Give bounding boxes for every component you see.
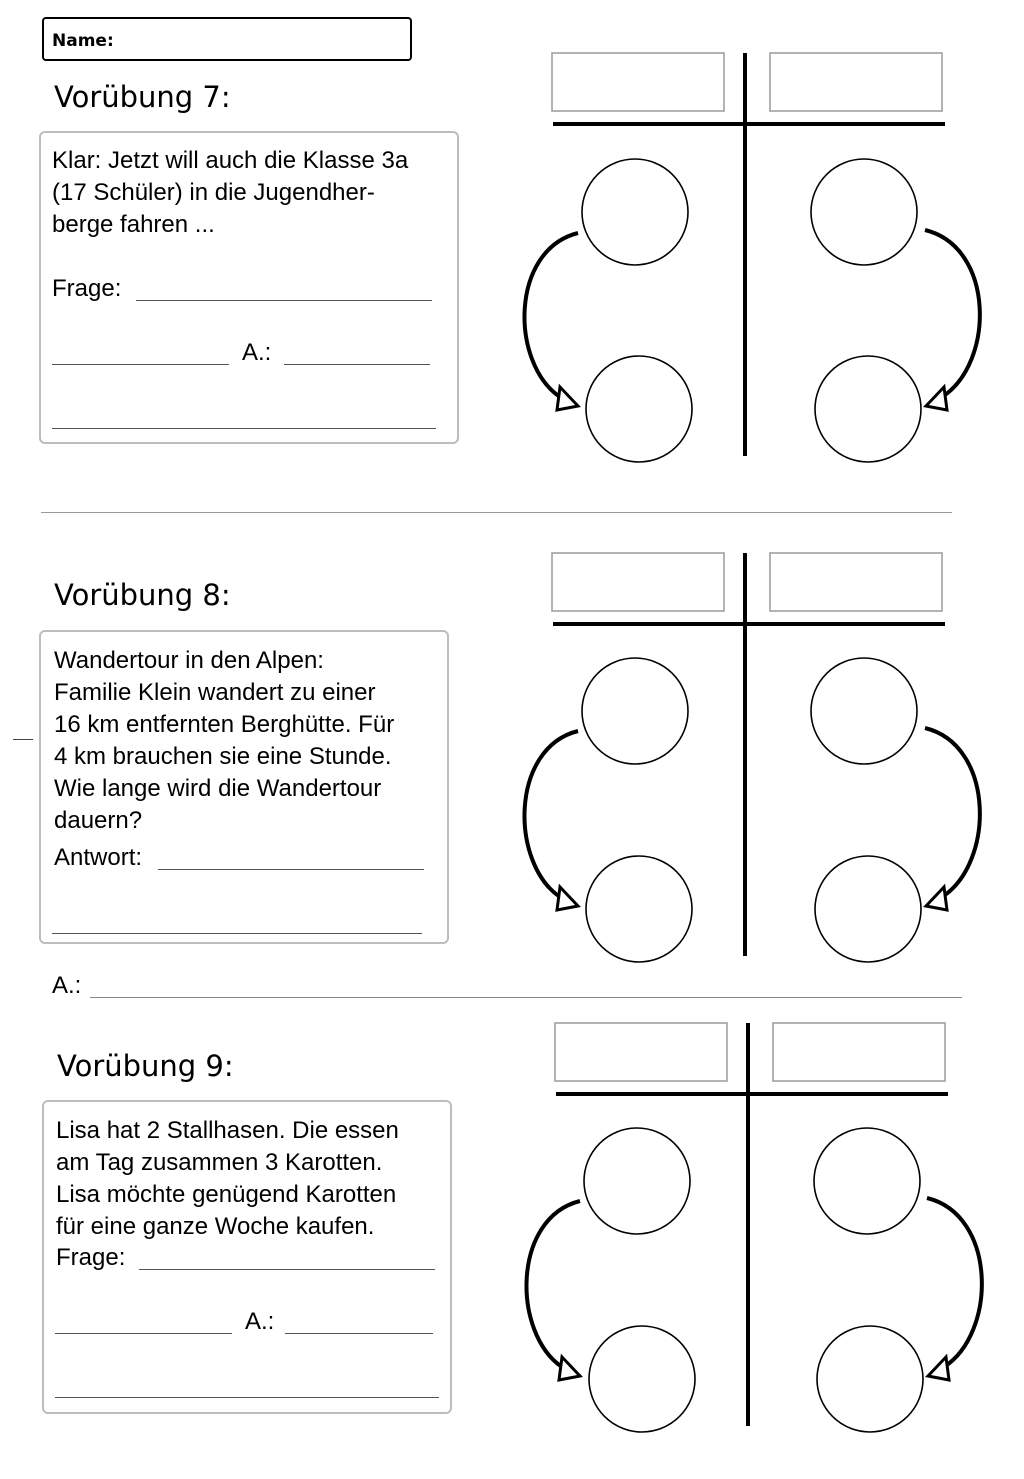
exercise-8-left-header-box[interactable] — [552, 553, 724, 611]
exercise-9-question-label: Frage: — [56, 1244, 126, 1271]
exercise-9-circle-bottom-right[interactable] — [817, 1326, 923, 1432]
exercise-7-answer-line-2[interactable] — [52, 428, 436, 429]
exercise-7-question-label: Frage: — [52, 275, 122, 302]
exercise-8-circle-bottom-left[interactable] — [586, 856, 692, 962]
exercise-7-right-header-box[interactable] — [770, 53, 942, 111]
exercise-8-left-arrowhead — [557, 887, 578, 910]
exercise-8-left-arrow — [524, 731, 578, 897]
margin-mark — [13, 739, 33, 740]
exercise-8-right-arrowhead — [926, 887, 947, 910]
exercise-8-circle-top-right[interactable] — [811, 658, 917, 764]
exercise-7-proportion-diagram — [520, 45, 990, 465]
exercise-7-answer-line[interactable] — [284, 364, 430, 365]
exercise-9-answer-line-2[interactable] — [55, 1397, 439, 1398]
name-label: Name: — [52, 31, 114, 51]
exercise-8-answer-line-2[interactable] — [52, 933, 422, 934]
exercise-9-text: Lisa hat 2 Stallhasen. Die essen am Tag zusammen 3 Karotten. Lisa möchte genügend Karotten für eine ganze Woche kaufen. — [56, 1117, 399, 1240]
exercise-9-circle-top-right[interactable] — [814, 1128, 920, 1234]
exercise-9-answer-line[interactable] — [285, 1333, 433, 1334]
exercise-8-circle-top-left[interactable] — [582, 658, 688, 764]
exercise-9-title: Vorübung 9: — [57, 1049, 234, 1083]
exercise-7-question-line-2[interactable] — [52, 364, 229, 365]
exercise-9-question-line-2[interactable] — [55, 1333, 232, 1334]
exercise-8-title: Vorübung 8: — [54, 578, 231, 612]
exercise-8-text: Wandertour in den Alpen: Familie Klein wandert zu einer 16 km entfernten Berghütte. Für 4 km brauchen sie eine Stunde. Wie lange wird die Wandertour dauern? — [54, 647, 395, 834]
exercise-8-right-header-box[interactable] — [770, 553, 942, 611]
exercise-9-left-header-box[interactable] — [555, 1023, 727, 1081]
exercise-7-answer-label: A.: — [242, 339, 272, 366]
exercise-9-answer-label: A.: — [245, 1308, 275, 1335]
exercise-8-answer-label: Antwort: — [54, 844, 143, 871]
exercise-8-outside-answer-label: A.: — [52, 972, 82, 999]
exercise-7-circle-bottom-left[interactable] — [586, 356, 692, 462]
exercise-9-circle-top-left[interactable] — [584, 1128, 690, 1234]
name-field[interactable] — [42, 17, 412, 61]
exercise-8-right-arrow — [925, 728, 980, 897]
exercise-8-outside-answer-line[interactable] — [90, 997, 962, 998]
exercise-9-proportion-diagram — [522, 1015, 992, 1435]
exercise-9-left-arrow — [526, 1201, 580, 1367]
exercise-9-right-arrow — [927, 1198, 982, 1367]
exercise-7-title: Vorübung 7: — [54, 80, 231, 114]
exercise-7-right-arrow — [925, 230, 980, 397]
exercise-7-left-arrowhead — [557, 387, 578, 410]
exercise-7-text: Klar: Jetzt will auch die Klasse 3a (17 Schüler) in die Jugendher- berge fahren ... — [52, 147, 409, 238]
exercise-9-circle-bottom-left[interactable] — [589, 1326, 695, 1432]
exercise-9-right-header-box[interactable] — [773, 1023, 945, 1081]
exercise-7-circle-bottom-right[interactable] — [815, 356, 921, 462]
exercise-7-question-line[interactable] — [136, 300, 432, 301]
exercise-9-question-line[interactable] — [139, 1269, 435, 1270]
exercise-8-circle-bottom-right[interactable] — [815, 856, 921, 962]
exercise-7-circle-top-left[interactable] — [582, 159, 688, 265]
exercise-7-left-header-box[interactable] — [552, 53, 724, 111]
exercise-9-right-arrowhead — [928, 1357, 949, 1380]
exercise-7-left-arrow — [524, 233, 578, 397]
exercise-9-left-arrowhead — [559, 1357, 580, 1380]
exercise-8-proportion-diagram — [520, 545, 990, 965]
section-divider-1 — [41, 512, 952, 513]
exercise-7-right-arrowhead — [926, 387, 947, 410]
exercise-8-answer-line[interactable] — [158, 869, 424, 870]
exercise-7-circle-top-right[interactable] — [811, 159, 917, 265]
